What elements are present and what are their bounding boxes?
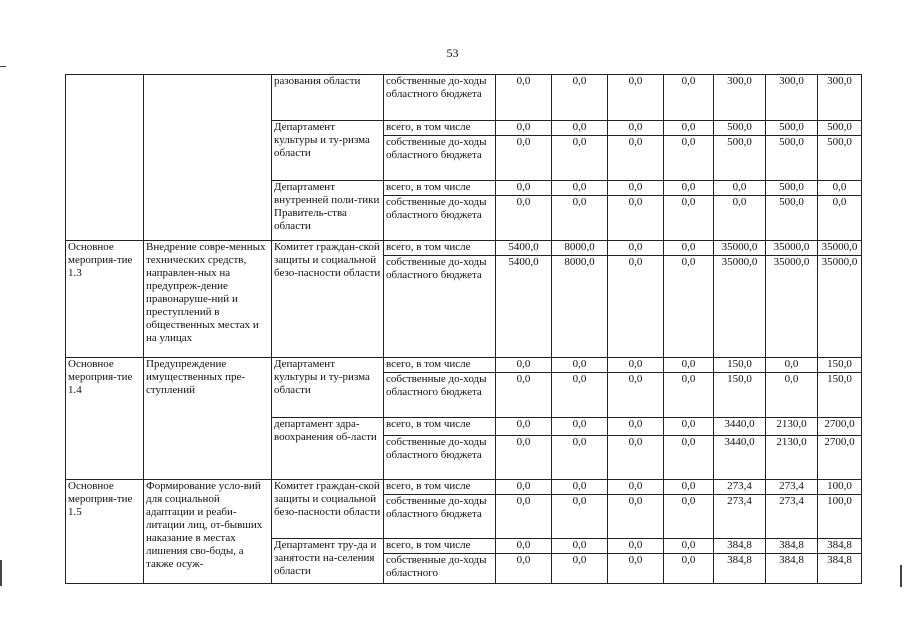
description-cell: Формирование усло-вий для социальной адаптации и реаби-литации лиц, от-бывших наказание в местах лишения сво-боды, а также осуж-: [144, 480, 272, 584]
value-cell: 273,4: [714, 480, 766, 495]
value-cell: 0,0: [552, 418, 608, 436]
value-cell: 8000,0: [552, 241, 608, 256]
executor-cell: разования области: [272, 75, 384, 121]
value-cell: 500,0: [766, 181, 818, 196]
value-cell: 2700,0: [818, 436, 862, 480]
value-cell: 0,0: [496, 181, 552, 196]
value-cell: 500,0: [818, 121, 862, 136]
value-cell: 0,0: [664, 121, 714, 136]
value-cell: 35000,0: [766, 241, 818, 256]
value-cell: 0,0: [552, 495, 608, 539]
value-cell: 2700,0: [818, 418, 862, 436]
value-cell: 384,8: [818, 539, 862, 554]
table-row: [66, 480, 862, 495]
executor-cell: Департамент внутренней поли-тики Правитель-ства области: [272, 181, 384, 241]
value-cell: 0,0: [608, 121, 664, 136]
table-row: [66, 358, 862, 373]
value-cell: 0,0: [608, 196, 664, 241]
value-cell: 0,0: [496, 436, 552, 480]
value-cell: 0,0: [552, 358, 608, 373]
value-cell: 5400,0: [496, 256, 552, 358]
value-cell: 35000,0: [714, 241, 766, 256]
value-cell: 0,0: [608, 418, 664, 436]
value-cell: 150,0: [818, 358, 862, 373]
value-cell: 0,0: [496, 373, 552, 418]
value-cell: 0,0: [552, 121, 608, 136]
funding-source-cell: всего, в том числе: [384, 241, 496, 256]
value-cell: 0,0: [608, 539, 664, 554]
value-cell: 0,0: [496, 196, 552, 241]
value-cell: 0,0: [552, 196, 608, 241]
value-cell: 0,0: [714, 181, 766, 196]
value-cell: 0,0: [496, 554, 552, 584]
value-cell: 273,4: [714, 495, 766, 539]
funding-source-cell: собственные до-ходы областного бюджета: [384, 196, 496, 241]
funding-source-cell: собственные до-ходы областного бюджета: [384, 75, 496, 121]
executor-cell: Департамент культуры и ту-ризма области: [272, 358, 384, 418]
funding-source-cell: всего, в том числе: [384, 121, 496, 136]
margin-mark: [900, 565, 902, 587]
description-cell: [144, 75, 272, 241]
value-cell: 0,0: [552, 480, 608, 495]
value-cell: 8000,0: [552, 256, 608, 358]
value-cell: 0,0: [608, 436, 664, 480]
value-cell: 0,0: [552, 436, 608, 480]
value-cell: 0,0: [608, 241, 664, 256]
value-cell: 273,4: [766, 495, 818, 539]
value-cell: 0,0: [552, 136, 608, 181]
value-cell: 0,0: [496, 495, 552, 539]
value-cell: 300,0: [766, 75, 818, 121]
funding-source-cell: собственные до-ходы областного бюджета: [384, 256, 496, 358]
value-cell: 0,0: [496, 136, 552, 181]
value-cell: 0,0: [664, 554, 714, 584]
value-cell: 0,0: [608, 256, 664, 358]
value-cell: 384,8: [766, 554, 818, 584]
funding-source-cell: собственные до-ходы областного: [384, 554, 496, 584]
value-cell: 0,0: [608, 373, 664, 418]
value-cell: 0,0: [664, 358, 714, 373]
value-cell: 35000,0: [818, 241, 862, 256]
funding-source-cell: собственные до-ходы областного бюджета: [384, 495, 496, 539]
value-cell: 384,8: [766, 539, 818, 554]
value-cell: 500,0: [714, 136, 766, 181]
value-cell: 500,0: [714, 121, 766, 136]
value-cell: 0,0: [496, 539, 552, 554]
executor-cell: Комитет граждан-ской защиты и социальной безо-пасности области: [272, 241, 384, 358]
value-cell: 0,0: [766, 358, 818, 373]
value-cell: 500,0: [818, 136, 862, 181]
funding-source-cell: всего, в том числе: [384, 358, 496, 373]
funding-source-cell: собственные до-ходы областного бюджета: [384, 373, 496, 418]
value-cell: 0,0: [552, 539, 608, 554]
description-cell: Внедрение совре-менных технических средств, направлен-ных на предупреж-дение правонаруше-ний и преступлений в общественных местах и на улицах: [144, 241, 272, 358]
value-cell: 0,0: [664, 373, 714, 418]
measure-cell: [66, 75, 144, 241]
value-cell: 384,8: [714, 554, 766, 584]
value-cell: 0,0: [664, 495, 714, 539]
funding-source-cell: собственные до-ходы областного бюджета: [384, 136, 496, 181]
value-cell: 3440,0: [714, 418, 766, 436]
funding-source-cell: собственные до-ходы областного бюджета: [384, 436, 496, 480]
table-row: [66, 241, 862, 256]
table-row: [66, 75, 862, 121]
value-cell: 0,0: [552, 75, 608, 121]
value-cell: 5400,0: [496, 241, 552, 256]
margin-mark: [0, 66, 6, 67]
measure-cell: Основное мероприя-тие 1.4: [66, 358, 144, 480]
measure-cell: Основное мероприя-тие 1.3: [66, 241, 144, 358]
value-cell: 0,0: [608, 554, 664, 584]
value-cell: 500,0: [766, 136, 818, 181]
value-cell: 500,0: [766, 121, 818, 136]
value-cell: 100,0: [818, 480, 862, 495]
value-cell: 3440,0: [714, 436, 766, 480]
description-cell: Предупреждение имущественных пре-ступлений: [144, 358, 272, 480]
value-cell: 0,0: [496, 480, 552, 495]
funding-source-cell: всего, в том числе: [384, 480, 496, 495]
value-cell: 0,0: [664, 181, 714, 196]
value-cell: 100,0: [818, 495, 862, 539]
value-cell: 0,0: [664, 196, 714, 241]
measure-cell: Основное мероприя-тие 1.5: [66, 480, 144, 584]
value-cell: 150,0: [714, 358, 766, 373]
value-cell: 150,0: [714, 373, 766, 418]
value-cell: 0,0: [496, 121, 552, 136]
value-cell: 0,0: [664, 241, 714, 256]
value-cell: 273,4: [766, 480, 818, 495]
value-cell: 0,0: [664, 256, 714, 358]
value-cell: 384,8: [714, 539, 766, 554]
value-cell: 0,0: [552, 554, 608, 584]
funding-source-cell: всего, в том числе: [384, 418, 496, 436]
value-cell: 35000,0: [766, 256, 818, 358]
value-cell: 0,0: [608, 136, 664, 181]
value-cell: 2130,0: [766, 418, 818, 436]
value-cell: 0,0: [496, 75, 552, 121]
value-cell: 0,0: [608, 181, 664, 196]
value-cell: 0,0: [766, 373, 818, 418]
value-cell: 300,0: [714, 75, 766, 121]
value-cell: 0,0: [818, 181, 862, 196]
value-cell: 500,0: [766, 196, 818, 241]
value-cell: 0,0: [552, 373, 608, 418]
value-cell: 0,0: [818, 196, 862, 241]
value-cell: 0,0: [714, 196, 766, 241]
value-cell: 0,0: [608, 480, 664, 495]
value-cell: 35000,0: [714, 256, 766, 358]
value-cell: 0,0: [608, 495, 664, 539]
funding-source-cell: всего, в том числе: [384, 181, 496, 196]
value-cell: 0,0: [664, 418, 714, 436]
page-number: 53: [446, 46, 459, 60]
executor-cell: департамент здра-воохранения об-ласти: [272, 418, 384, 480]
value-cell: 0,0: [496, 418, 552, 436]
value-cell: 0,0: [664, 75, 714, 121]
value-cell: 0,0: [664, 539, 714, 554]
value-cell: 0,0: [496, 358, 552, 373]
value-cell: 35000,0: [818, 256, 862, 358]
value-cell: 2130,0: [766, 436, 818, 480]
value-cell: 0,0: [608, 358, 664, 373]
value-cell: 384,8: [818, 554, 862, 584]
budget-table: [65, 74, 862, 584]
value-cell: 300,0: [818, 75, 862, 121]
value-cell: 0,0: [608, 75, 664, 121]
value-cell: 0,0: [552, 181, 608, 196]
executor-cell: Департамент культуры и ту-ризма области: [272, 121, 384, 181]
value-cell: 0,0: [664, 136, 714, 181]
value-cell: 0,0: [664, 436, 714, 480]
executor-cell: Департамент тру-да и занятости на-селения области: [272, 539, 384, 584]
margin-mark: [0, 560, 2, 586]
value-cell: 0,0: [664, 480, 714, 495]
executor-cell: Комитет граждан-ской защиты и социальной безо-пасности области: [272, 480, 384, 539]
value-cell: 150,0: [818, 373, 862, 418]
funding-source-cell: всего, в том числе: [384, 539, 496, 554]
